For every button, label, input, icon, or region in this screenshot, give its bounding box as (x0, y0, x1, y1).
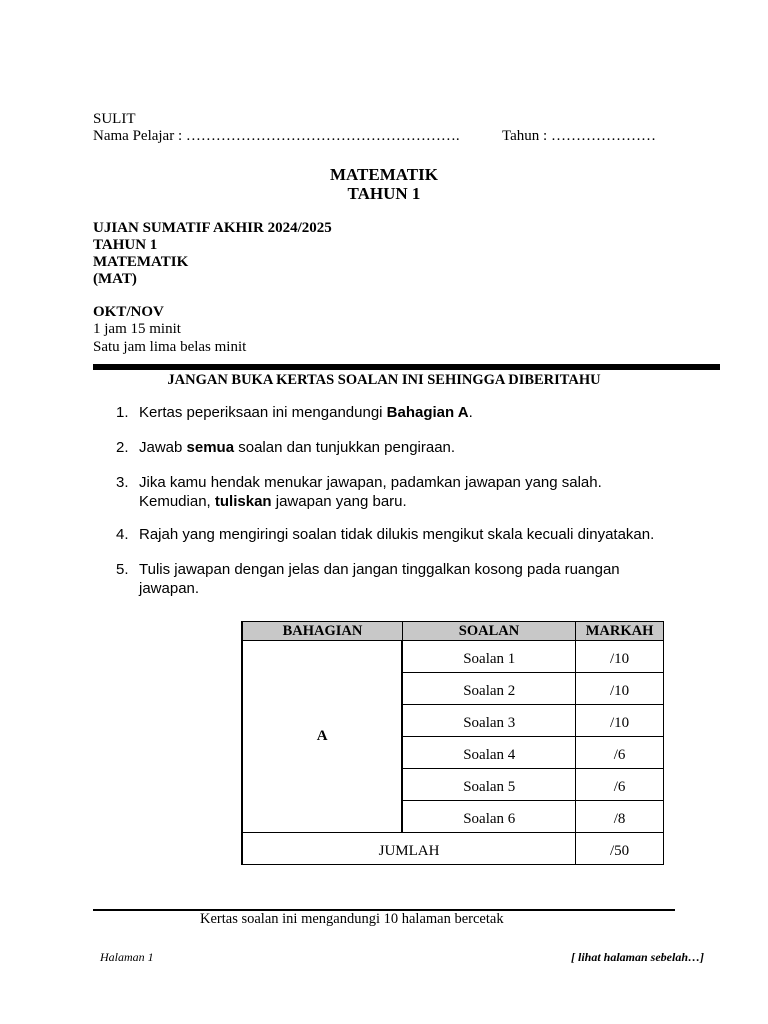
marks-cell: /10 (576, 673, 664, 705)
instruction-number: 2. (116, 439, 129, 456)
grade-title: TAHUN 1 (347, 184, 421, 203)
header-section: BAHAGIAN (242, 622, 402, 641)
question-cell: Soalan 2 (402, 673, 575, 705)
exam-duration: 1 jam 15 minit (93, 321, 181, 337)
table-row (242, 641, 664, 673)
instruction-number: 5. (116, 561, 129, 578)
instruction-number: 3. (116, 474, 129, 491)
header-question: SOALAN (402, 622, 575, 641)
marks-cell: /6 (576, 737, 664, 769)
exam-name: UJIAN SUMATIF AKHIR 2024/2025 (93, 220, 332, 236)
instruction-text: Jika kamu hendak menukar jawapan, padamkan jawapan yang salah. Kemudian, tuliskan jawapan yang baru. (139, 474, 602, 510)
instruction-text: Tulis jawapan dengan jelas dan jangan tinggalkan kosong pada ruangan jawapan. (139, 561, 620, 597)
exam-subject: MATEMATIK (93, 254, 189, 270)
marks-cell: /10 (576, 705, 664, 737)
instruction-text: Rajah yang mengiringi soalan tidak dilukis mengikut skala kecuali dinyatakan. (139, 526, 655, 543)
instruction-number: 4. (116, 526, 129, 543)
header-marks: MARKAH (576, 622, 664, 641)
warning-notice: JANGAN BUKA KERTAS SOALAN INI SEHINGGA DIBERITAHU (167, 372, 601, 388)
total-marks: /50 (576, 833, 664, 865)
marks-table (241, 621, 664, 865)
exam-duration-words: Satu jam lima belas minit (93, 339, 247, 355)
header-rule (93, 364, 720, 370)
marks-cell: /10 (576, 641, 664, 673)
table-total-row (242, 833, 664, 865)
question-cell: Soalan 1 (402, 641, 575, 673)
instruction-number: 1. (116, 404, 129, 421)
total-label: JUMLAH (242, 833, 576, 865)
question-cell: Soalan 4 (402, 737, 575, 769)
instruction-text: Jawab semua soalan dan tunjukkan pengiraan. (139, 439, 456, 456)
marks-cell: /6 (576, 769, 664, 801)
next-page-note: [ lihat halaman sebelah…] (570, 950, 704, 964)
exam-year: TAHUN 1 (93, 237, 158, 253)
instruction-text: Kertas peperiksaan ini mengandungi Bahagian A. (139, 404, 473, 421)
page-count-note: Kertas soalan ini mengandungi 10 halaman bercetak (200, 911, 504, 927)
page-number: Halaman 1 (100, 950, 154, 964)
question-cell: Soalan 5 (402, 769, 575, 801)
exam-code: (MAT) (93, 271, 137, 287)
classification-label: SULIT (93, 111, 136, 127)
table-header-row (242, 622, 664, 641)
marks-cell: /8 (576, 801, 664, 833)
student-name-field: Nama Pelajar : ………………………………………………. (93, 128, 460, 144)
student-year-field: Tahun : ………………… (502, 128, 656, 144)
section-cell: A (242, 641, 402, 833)
subject-title: MATEMATIK (330, 165, 438, 184)
question-cell: Soalan 3 (402, 705, 575, 737)
exam-session: OKT/NOV (93, 304, 164, 320)
question-cell: Soalan 6 (402, 801, 575, 833)
